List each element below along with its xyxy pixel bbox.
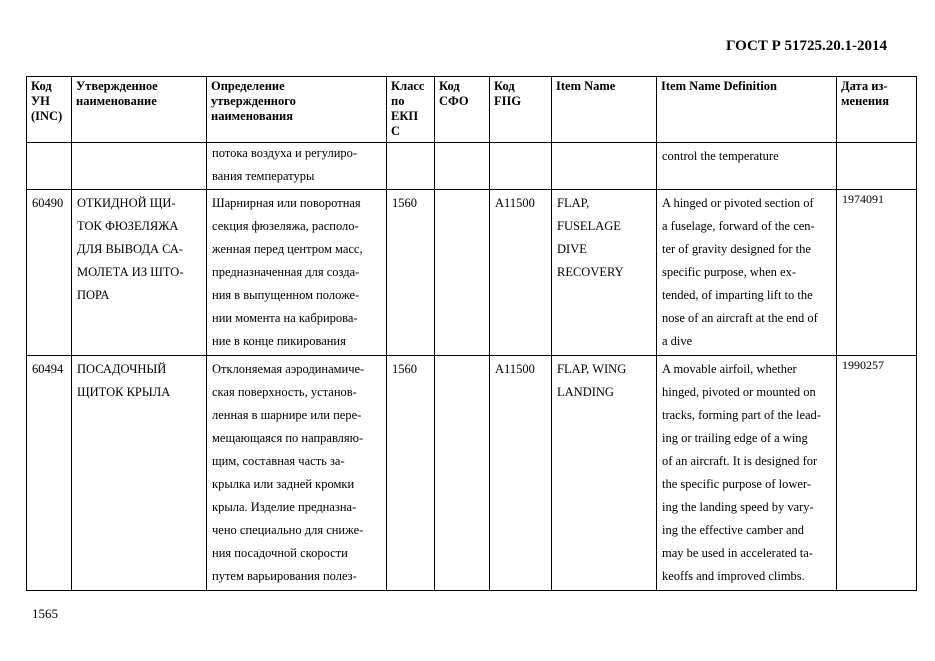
cell-line: ter of gravity designed for the bbox=[662, 242, 811, 256]
cell-line: nose of an aircraft at the end of bbox=[662, 311, 818, 325]
header-line: Код bbox=[494, 79, 515, 93]
header-line: Дата из- bbox=[841, 79, 888, 93]
header-line: Утвержденное bbox=[76, 79, 158, 93]
cell-line: A movable airfoil, whether bbox=[662, 362, 797, 376]
header-line: ЕКП bbox=[391, 109, 419, 123]
col-header-approved-name bbox=[72, 77, 207, 143]
table-row bbox=[27, 356, 917, 591]
cell-name-ru bbox=[72, 190, 207, 356]
cell-line: чено специально для сниже- bbox=[212, 523, 364, 537]
header-line: Item Name bbox=[556, 79, 616, 93]
col-header-fiig bbox=[490, 77, 552, 143]
col-header-item-name bbox=[552, 77, 657, 143]
table-header-row bbox=[27, 77, 917, 143]
cell-line: ЩИТОК КРЫЛА bbox=[77, 385, 171, 399]
cell-class bbox=[387, 143, 435, 190]
header-line: утвержденного bbox=[211, 94, 296, 108]
cell-line: крыла. Изделие предназна- bbox=[212, 500, 357, 514]
cell-line: the specific purpose of lower- bbox=[662, 477, 811, 491]
cell-line: ПОРА bbox=[77, 288, 110, 302]
cell-line: щим, составная часть за- bbox=[212, 454, 345, 468]
col-header-sfo bbox=[435, 77, 490, 143]
col-header-class bbox=[387, 77, 435, 143]
cell-line: RECOVERY bbox=[557, 265, 624, 279]
col-header-item-definition bbox=[657, 77, 837, 143]
header-line: менения bbox=[841, 94, 889, 108]
header-line: Код bbox=[439, 79, 460, 93]
cell-line: ing or trailing edge of a wing bbox=[662, 431, 808, 445]
cell-line: of an aircraft. It is designed for bbox=[662, 454, 818, 468]
cell-class: 1560 bbox=[387, 190, 435, 356]
cell-line: секция фюзеляжа, располо- bbox=[212, 219, 359, 233]
cell-line: ние в конце пикирования bbox=[212, 334, 346, 348]
cell-sfo bbox=[435, 143, 490, 190]
cell-line: ПОСАДОЧНЫЙ bbox=[77, 362, 167, 376]
cell-fiig: A11500 bbox=[490, 356, 552, 591]
cell-date: 1974091 bbox=[837, 190, 917, 356]
col-header-change-date bbox=[837, 77, 917, 143]
cell-line: потока воздуха и регулиро- bbox=[212, 146, 358, 160]
cell-fiig bbox=[490, 143, 552, 190]
cell-definition-ru bbox=[207, 356, 387, 591]
cell-line: specific purpose, when ex- bbox=[662, 265, 796, 279]
cell-line: ДЛЯ ВЫВОДА СА- bbox=[77, 242, 184, 256]
header-line: СФО bbox=[439, 94, 469, 108]
cell-line: tended, of imparting lift to the bbox=[662, 288, 813, 302]
cell-line: A hinged or pivoted section of bbox=[662, 196, 814, 210]
col-header-definition bbox=[207, 77, 387, 143]
cell-line: ing the effective camber and bbox=[662, 523, 805, 537]
header-line: Item Name Definition bbox=[661, 79, 777, 93]
cell-definition-ru bbox=[207, 143, 387, 190]
cell-inc: 60494 bbox=[27, 356, 72, 591]
cell-line: МОЛЕТА ИЗ ШТО- bbox=[77, 265, 184, 279]
cell-line: hinged, pivoted or mounted on bbox=[662, 385, 816, 399]
cell-definition-en bbox=[657, 143, 837, 190]
document-code: ГОСТ Р 51725.20.1-2014 bbox=[725, 38, 887, 54]
header-line: по bbox=[391, 94, 405, 108]
cell-date: 1990257 bbox=[837, 356, 917, 591]
cell-inc: 60490 bbox=[27, 190, 72, 356]
nomenclature-table bbox=[26, 76, 917, 591]
cell-line: предназначенная для созда- bbox=[212, 265, 360, 279]
cell-line: ленная в шарнире или пере- bbox=[212, 408, 362, 422]
header-line: (INC) bbox=[31, 109, 63, 123]
header-line: наименования bbox=[211, 109, 294, 123]
cell-item-name bbox=[552, 356, 657, 591]
cell-line: control the temperature bbox=[662, 149, 779, 163]
header-line: наименование bbox=[76, 94, 157, 108]
cell-item-name bbox=[552, 143, 657, 190]
cell-item-name bbox=[552, 190, 657, 356]
cell-line: крылка или задней кромки bbox=[212, 477, 355, 491]
cell-line: Шарнирная или поворотная bbox=[212, 196, 361, 210]
header-line: FIIG bbox=[494, 94, 522, 108]
cell-sfo bbox=[435, 190, 490, 356]
cell-definition-en bbox=[657, 356, 837, 591]
cell-line: keoffs and improved climbs. bbox=[662, 569, 805, 583]
cell-line: вания температуры bbox=[212, 169, 315, 183]
cell-line: LANDING bbox=[557, 385, 614, 399]
cell-name-ru bbox=[72, 143, 207, 190]
cell-name-ru bbox=[72, 356, 207, 591]
cell-line: ing the landing speed by vary- bbox=[662, 500, 814, 514]
cell-line: путем варьирования полез- bbox=[212, 569, 357, 583]
cell-line: ская поверхность, установ- bbox=[212, 385, 357, 399]
cell-line: may be used in accelerated ta- bbox=[662, 546, 813, 560]
page-number: 1565 bbox=[32, 606, 58, 621]
header-line: Определение bbox=[211, 79, 285, 93]
cell-fiig: A11500 bbox=[490, 190, 552, 356]
cell-line: tracks, forming part of the lead- bbox=[662, 408, 821, 422]
header-line: С bbox=[391, 124, 401, 138]
cell-sfo bbox=[435, 356, 490, 591]
cell-definition-ru bbox=[207, 190, 387, 356]
continuation-row bbox=[27, 143, 917, 190]
cell-line: мещающаяся по направляю- bbox=[212, 431, 364, 445]
cell-line: ния посадочной скорости bbox=[212, 546, 348, 560]
cell-date bbox=[837, 143, 917, 190]
header-line: Код bbox=[31, 79, 52, 93]
table-row bbox=[27, 190, 917, 356]
cell-line: Отклоняемая аэродинамиче- bbox=[212, 362, 365, 376]
cell-line: ТОК ФЮЗЕЛЯЖА bbox=[77, 219, 179, 233]
header-line: УН bbox=[31, 94, 50, 108]
col-header-inc bbox=[27, 77, 72, 143]
cell-class: 1560 bbox=[387, 356, 435, 591]
cell-line: a fuselage, forward of the cen- bbox=[662, 219, 815, 233]
header-line: Класс bbox=[391, 79, 425, 93]
cell-definition-en bbox=[657, 190, 837, 356]
cell-line: a dive bbox=[662, 334, 693, 348]
cell-line: нии момента на кабрирова- bbox=[212, 311, 358, 325]
cell-line: ОТКИДНОЙ ЩИ- bbox=[77, 196, 176, 210]
cell-line: FUSELAGE bbox=[557, 219, 621, 233]
cell-line: FLAP, WING bbox=[557, 362, 627, 376]
cell-inc bbox=[27, 143, 72, 190]
cell-line: DIVE bbox=[557, 242, 587, 256]
cell-line: ния в выпущенном положе- bbox=[212, 288, 360, 302]
cell-line: женная перед центром масс, bbox=[212, 242, 363, 256]
cell-line: FLAP, bbox=[557, 196, 590, 210]
